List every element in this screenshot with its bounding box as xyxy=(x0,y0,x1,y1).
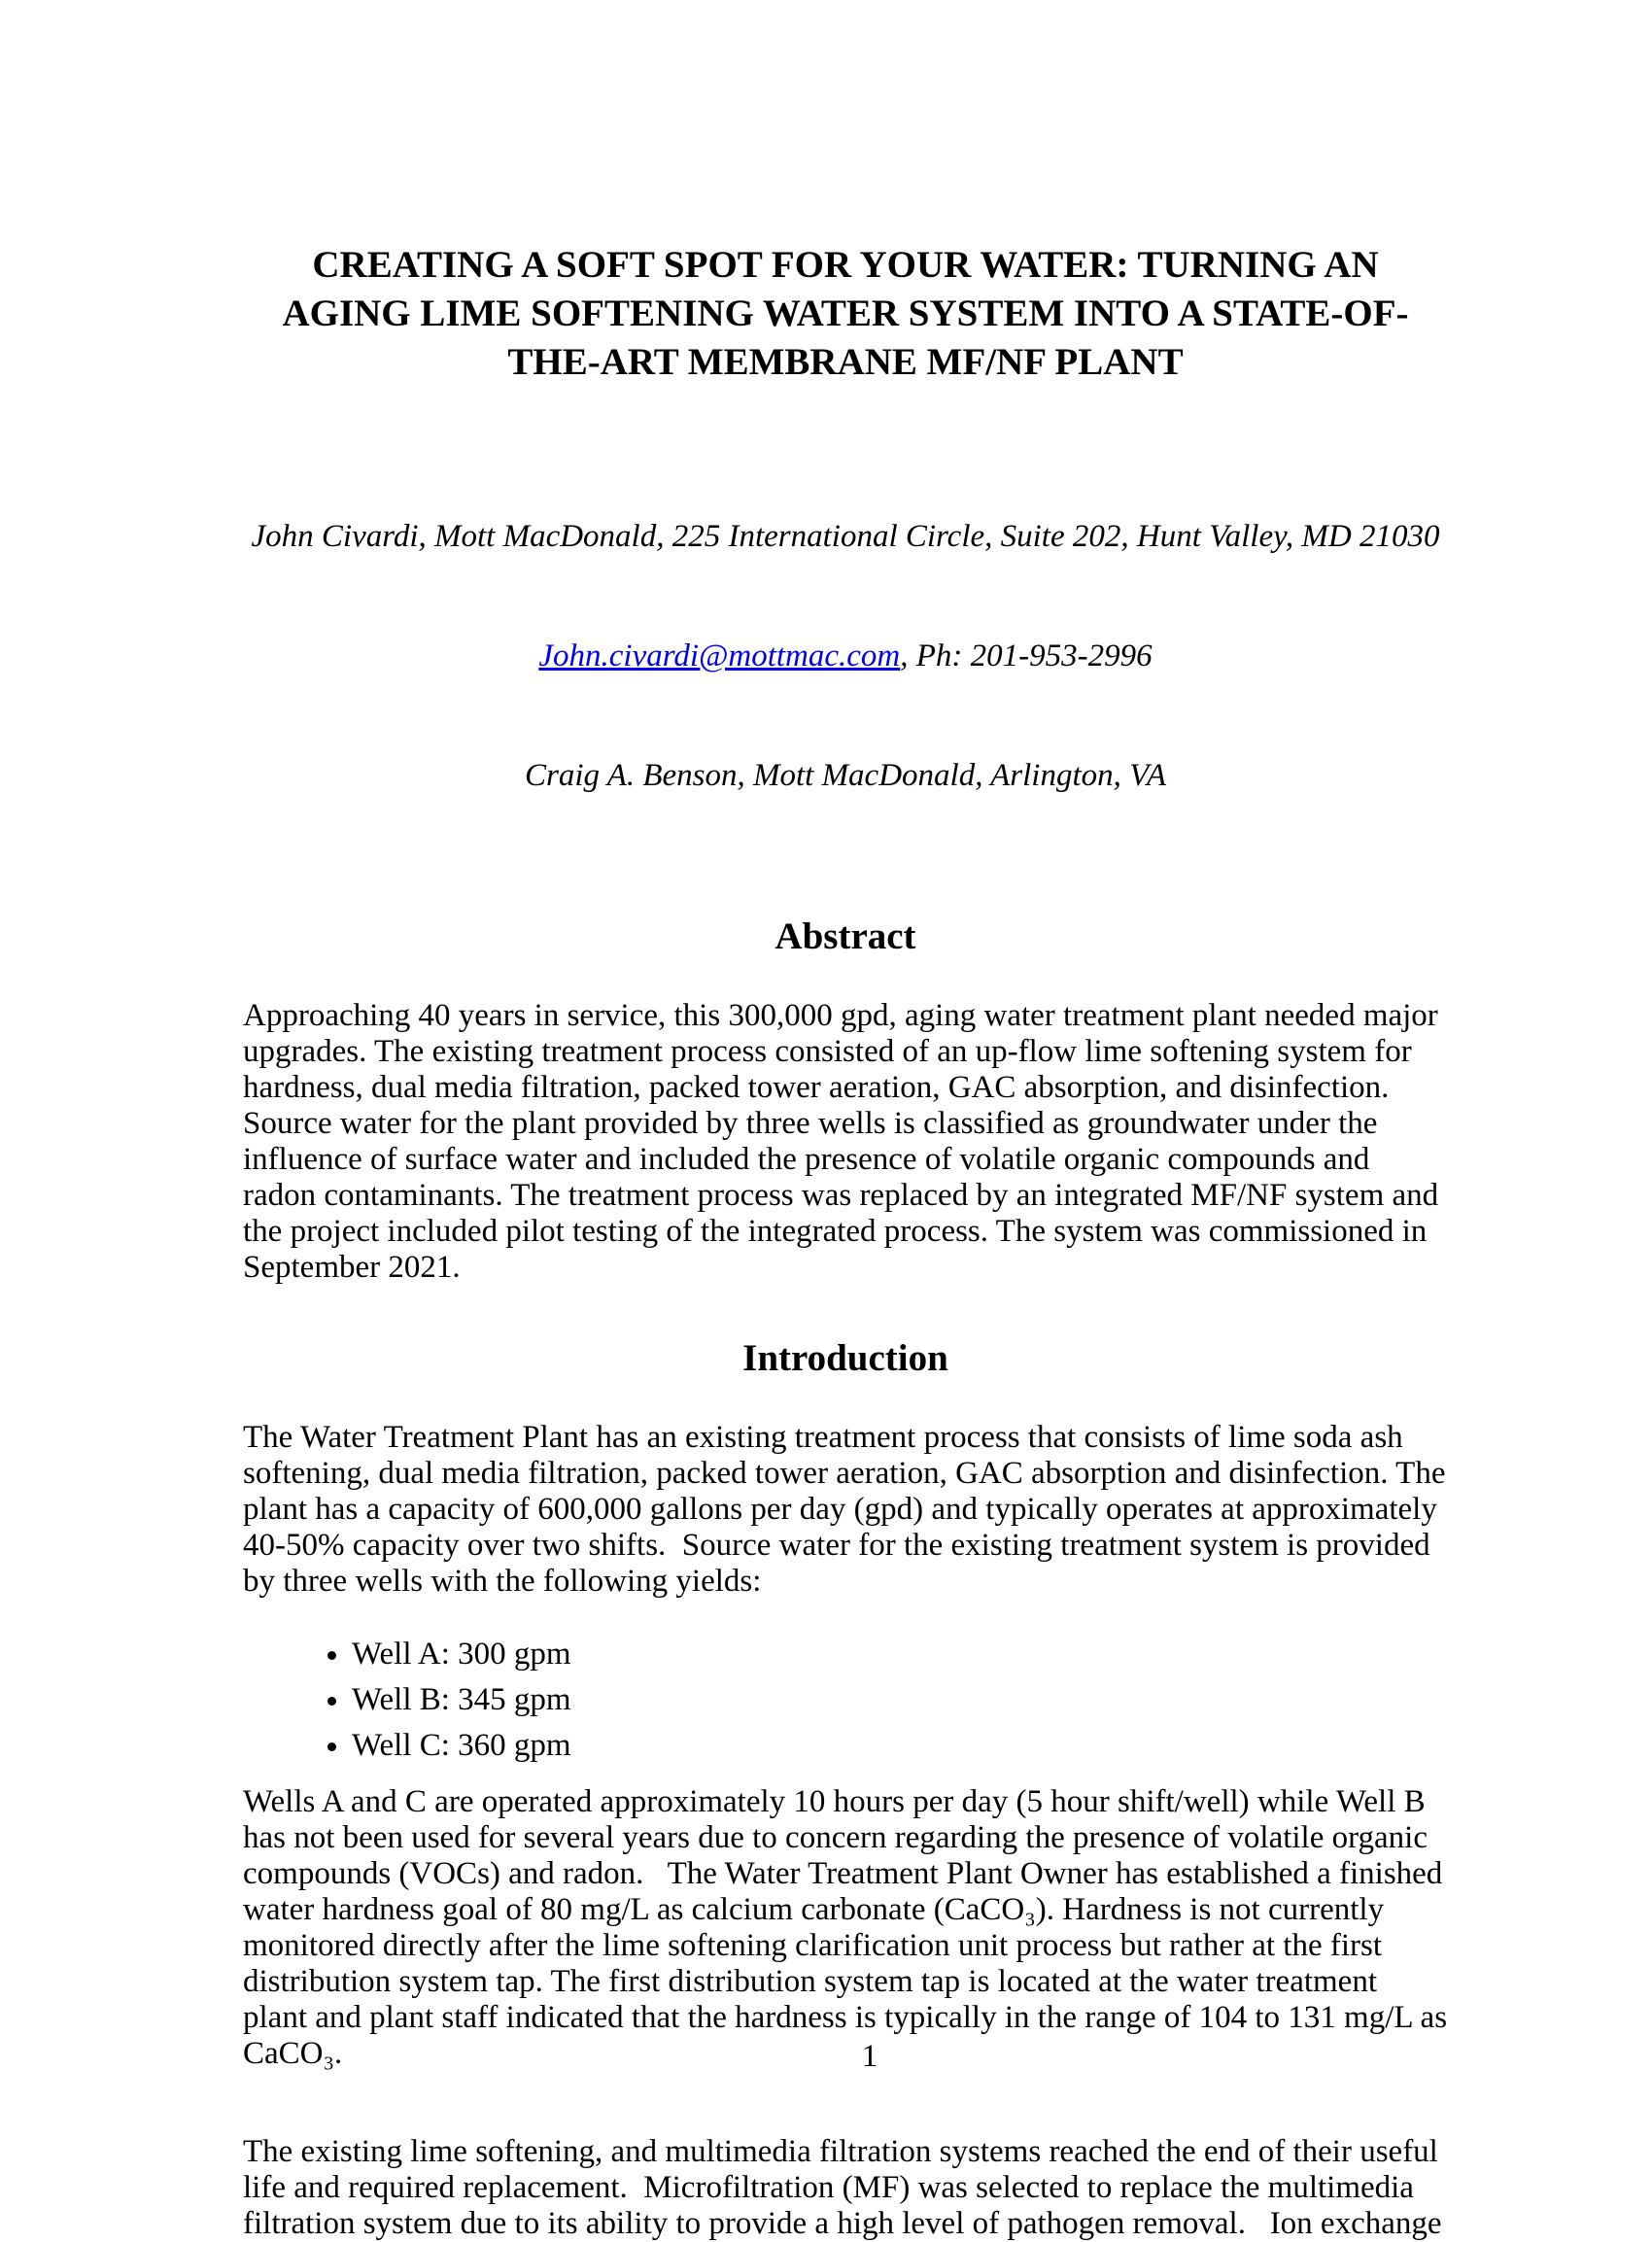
author-block xyxy=(243,437,1448,876)
paper-title xyxy=(243,241,1448,387)
abstract-heading: Abstract xyxy=(774,915,916,957)
list-item: • Well C: 360 gpm xyxy=(352,1723,1448,1769)
list-item: • Well B: 345 gpm xyxy=(352,1677,1448,1723)
page-content xyxy=(243,0,1456,2242)
email-link[interactable]: John.civardi@mottmac.com xyxy=(538,638,901,673)
well-yield-list xyxy=(243,1632,1448,1769)
introduction-paragraph-3: The existing lime softening, and multimedia filtration systems reached the end of their useful life and required replacement. Microfiltration (MF) was selected to replace the multimedia filtration system due to its ability to provide a high level of pathogen removal. Ion exchange xyxy=(243,2134,1447,2241)
introduction-paragraph-2: Wells A and C are operated approximately 10 hours per day (5 hour shift/well) while Well B has not been used for several years due to concern regarding the presence of volatile organic compounds (VOCs) and radon. The Water Treatment Plant Owner has established a finished water hardness goal of 80 mg/L as calcium carbonate (CaCO₃). Hardness is not currently monitored directly after the lime softening clarification unit process but rather at the first distribution system tap. The first distribution system tap is located at the water treatment plant and plant staff indicated that the hardness is typically in the range of 104 to 131 mg/L as CaCO₃. xyxy=(243,1784,1456,2071)
paper-title-line-2: AGING LIME SOFTENING WATER SYSTEM INTO A STATE-OF- xyxy=(282,293,1409,334)
paper-title-line-3: THE-ART MEMBRANE MF/NF PLANT xyxy=(507,341,1184,383)
page-number: 1 xyxy=(861,2039,878,2074)
author-line-1: John Civardi, Mott MacDonald, 225 International Circle, Suite 202, Hunt Valley, MD 21030 xyxy=(251,519,1440,554)
abstract-paragraph: Approaching 40 years in service, this 300,000 gpd, aging water treatment plant needed major upgrades. The existing treatment process consisted of an up-flow lime softening system for hardness, dual media filtration, packed tower aeration, GAC absorption, and disinfection. Source water for the plant provided by three wells is classified as groundwater under the influence of surface water and included the presence of volatile organic compounds and radon contaminants. The treatment process was replaced by an integrated MF/NF system and the project included pilot testing of the integrated process. The system was commissioned in September 2021. xyxy=(243,998,1447,1285)
introduction-heading: Introduction xyxy=(742,1337,948,1379)
author-line-3: Craig A. Benson, Mott MacDonald, Arlington, VA xyxy=(525,758,1166,793)
list-item: • Well A: 300 gpm xyxy=(352,1632,1448,1677)
author-line-2 xyxy=(243,637,1448,676)
introduction-paragraph-1: The Water Treatment Plant has an existing treatment process that consists of lime soda ash softening, dual media filtration, packed tower aeration, GAC absorption and disinfection. The plant has a capacity of 600,000 gallons per day (gpd) and typically operates at approximately 40-50% capacity over two shifts. Source water for the existing treatment system is provided by three wells with the following yields: xyxy=(243,1420,1454,1599)
author-phone: , Ph: 201-953-2996 xyxy=(900,638,1153,673)
paper-title-line-1: CREATING A SOFT SPOT FOR YOUR WATER: TURNING AN xyxy=(312,244,1379,286)
